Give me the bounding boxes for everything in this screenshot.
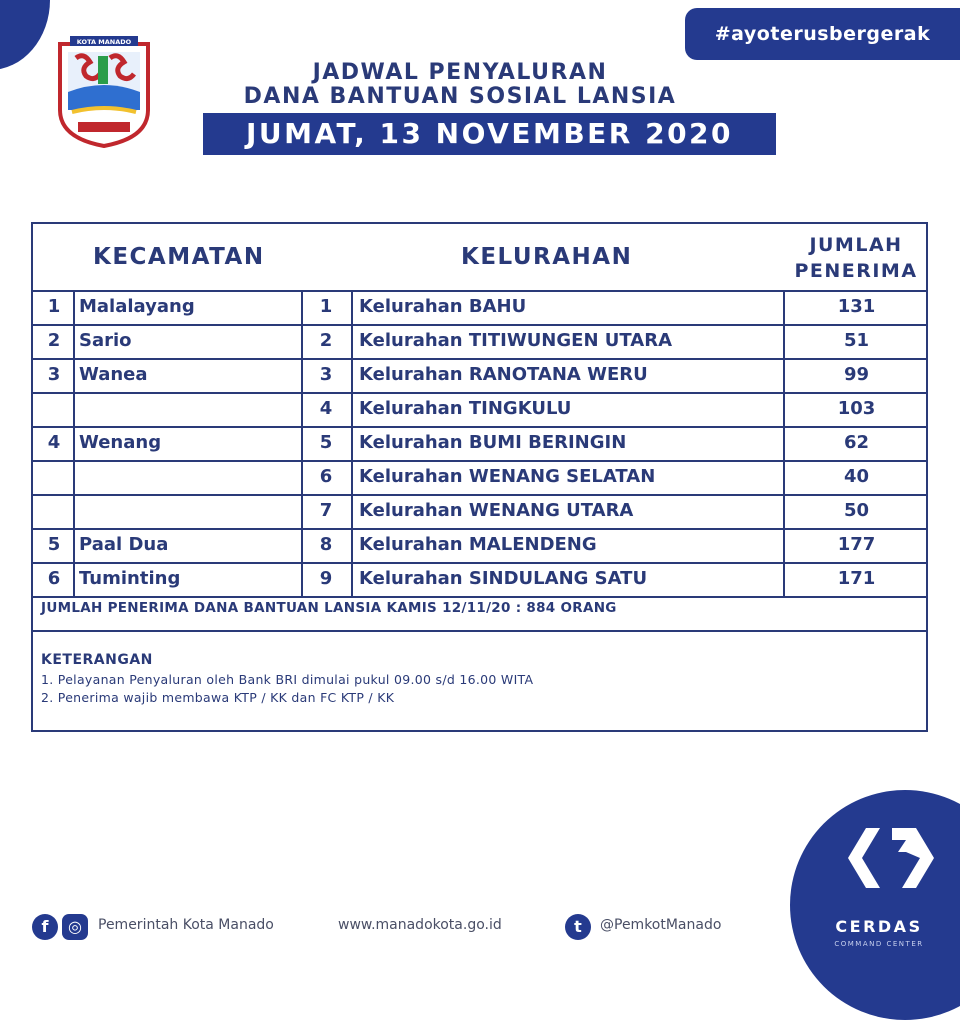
row-divider: [33, 528, 926, 530]
kelurahan-number: 4: [319, 398, 333, 419]
column-divider: [73, 290, 75, 596]
jumlah-penerima: 177: [837, 534, 876, 555]
column-divider: [351, 290, 353, 596]
kelurahan-name: Kelurahan SINDULANG SATU: [359, 568, 648, 589]
row-divider: [33, 290, 926, 292]
kecamatan-number: 3: [47, 364, 61, 385]
twitter-icon[interactable]: t: [565, 914, 591, 940]
jumlah-penerima: 103: [837, 398, 876, 419]
kelurahan-name: Kelurahan MALENDENG: [359, 534, 597, 555]
kelurahan-number: 9: [319, 568, 333, 589]
row-divider: [33, 562, 926, 564]
jumlah-penerima: 131: [837, 296, 876, 317]
keterangan-item: 2. Penerima wajib membawa KTP / KK dan FC KTP / KK: [41, 690, 395, 705]
total-divider: [33, 630, 926, 632]
row-divider: [33, 324, 926, 326]
jumlah-penerima: 51: [843, 330, 870, 351]
schedule-table: [31, 222, 928, 732]
kecamatan-number: 6: [47, 568, 61, 589]
total-recipients: [41, 600, 617, 616]
kecamatan-number: 5: [47, 534, 61, 555]
footer-website[interactable]: www.manadokota.go.id: [338, 917, 502, 933]
kelurahan-name: Kelurahan BAHU: [359, 296, 527, 317]
kelurahan-name: Kelurahan WENANG SELATAN: [359, 466, 656, 487]
facebook-icon[interactable]: f: [32, 914, 58, 940]
schedule-date: JUMAT, 13 NOVEMBER 2020: [203, 113, 776, 155]
row-divider: [33, 460, 926, 462]
kecamatan-name: Tuminting: [79, 568, 181, 589]
kelurahan-name: Kelurahan TINGKULU: [359, 398, 572, 419]
total-value: 884 ORANG: [526, 600, 617, 616]
hashtag-banner: #ayoterusbergerak: [685, 8, 960, 60]
title-line-1: JADWAL PENYALURAN: [312, 60, 608, 85]
header-jumlah-line1: JUMLAH: [809, 234, 903, 256]
kecamatan-number: 2: [47, 330, 61, 351]
jumlah-penerima: 171: [837, 568, 876, 589]
kecamatan-name: Wanea: [79, 364, 148, 385]
kecamatan-name: Paal Dua: [79, 534, 169, 555]
kecamatan-name: Wenang: [79, 432, 162, 453]
kelurahan-number: 6: [319, 466, 333, 487]
cerdas-logo: [836, 818, 956, 918]
kecamatan-number: 1: [47, 296, 61, 317]
header-jumlah-penerima: [785, 232, 927, 284]
header-kecamatan: KECAMATAN: [93, 244, 265, 270]
row-divider: [33, 392, 926, 394]
jumlah-penerima: 62: [843, 432, 870, 453]
svg-text:KOTA MANADO: KOTA MANADO: [76, 38, 132, 46]
kelurahan-name: Kelurahan BUMI BERINGIN: [359, 432, 627, 453]
cerdas-subtitle: COMMAND CENTER: [834, 940, 924, 948]
kelurahan-number: 2: [319, 330, 333, 351]
kelurahan-number: 7: [319, 500, 333, 521]
kelurahan-name: Kelurahan TITIWUNGEN UTARA: [359, 330, 672, 351]
footer-twitter[interactable]: @PemkotManado: [600, 917, 722, 933]
jumlah-penerima: 40: [843, 466, 870, 487]
header-kelurahan: KELURAHAN: [461, 244, 633, 270]
kecamatan-number: 4: [47, 432, 61, 453]
kecamatan-name: Malalayang: [79, 296, 195, 317]
jumlah-penerima: 99: [843, 364, 870, 385]
instagram-icon[interactable]: ◎: [62, 914, 88, 940]
row-divider: [33, 426, 926, 428]
kelurahan-name: Kelurahan WENANG UTARA: [359, 500, 634, 521]
title-line-2: DANA BANTUAN SOSIAL LANSIA: [243, 84, 677, 109]
row-divider: [33, 494, 926, 496]
keterangan-item: 1. Pelayanan Penyaluran oleh Bank BRI dimulai pukul 09.00 s/d 16.00 WITA: [41, 672, 534, 687]
row-divider: [33, 596, 926, 598]
kelurahan-name: Kelurahan RANOTANA WERU: [359, 364, 648, 385]
footer-social-name[interactable]: Pemerintah Kota Manado: [98, 917, 274, 933]
jumlah-penerima: 50: [843, 500, 870, 521]
kelurahan-number: 5: [319, 432, 333, 453]
keterangan-title: KETERANGAN: [41, 652, 153, 668]
cerdas-name: CERDAS: [835, 917, 923, 936]
kecamatan-name: Sario: [79, 330, 132, 351]
total-label: JUMLAH PENERIMA DANA BANTUAN LANSIA KAMIS 12/11/20 :: [41, 600, 527, 616]
row-divider: [33, 358, 926, 360]
kelurahan-number: 8: [319, 534, 333, 555]
header-jumlah-line2: PENERIMA: [794, 260, 918, 282]
kelurahan-number: 3: [319, 364, 333, 385]
kelurahan-number: 1: [319, 296, 333, 317]
